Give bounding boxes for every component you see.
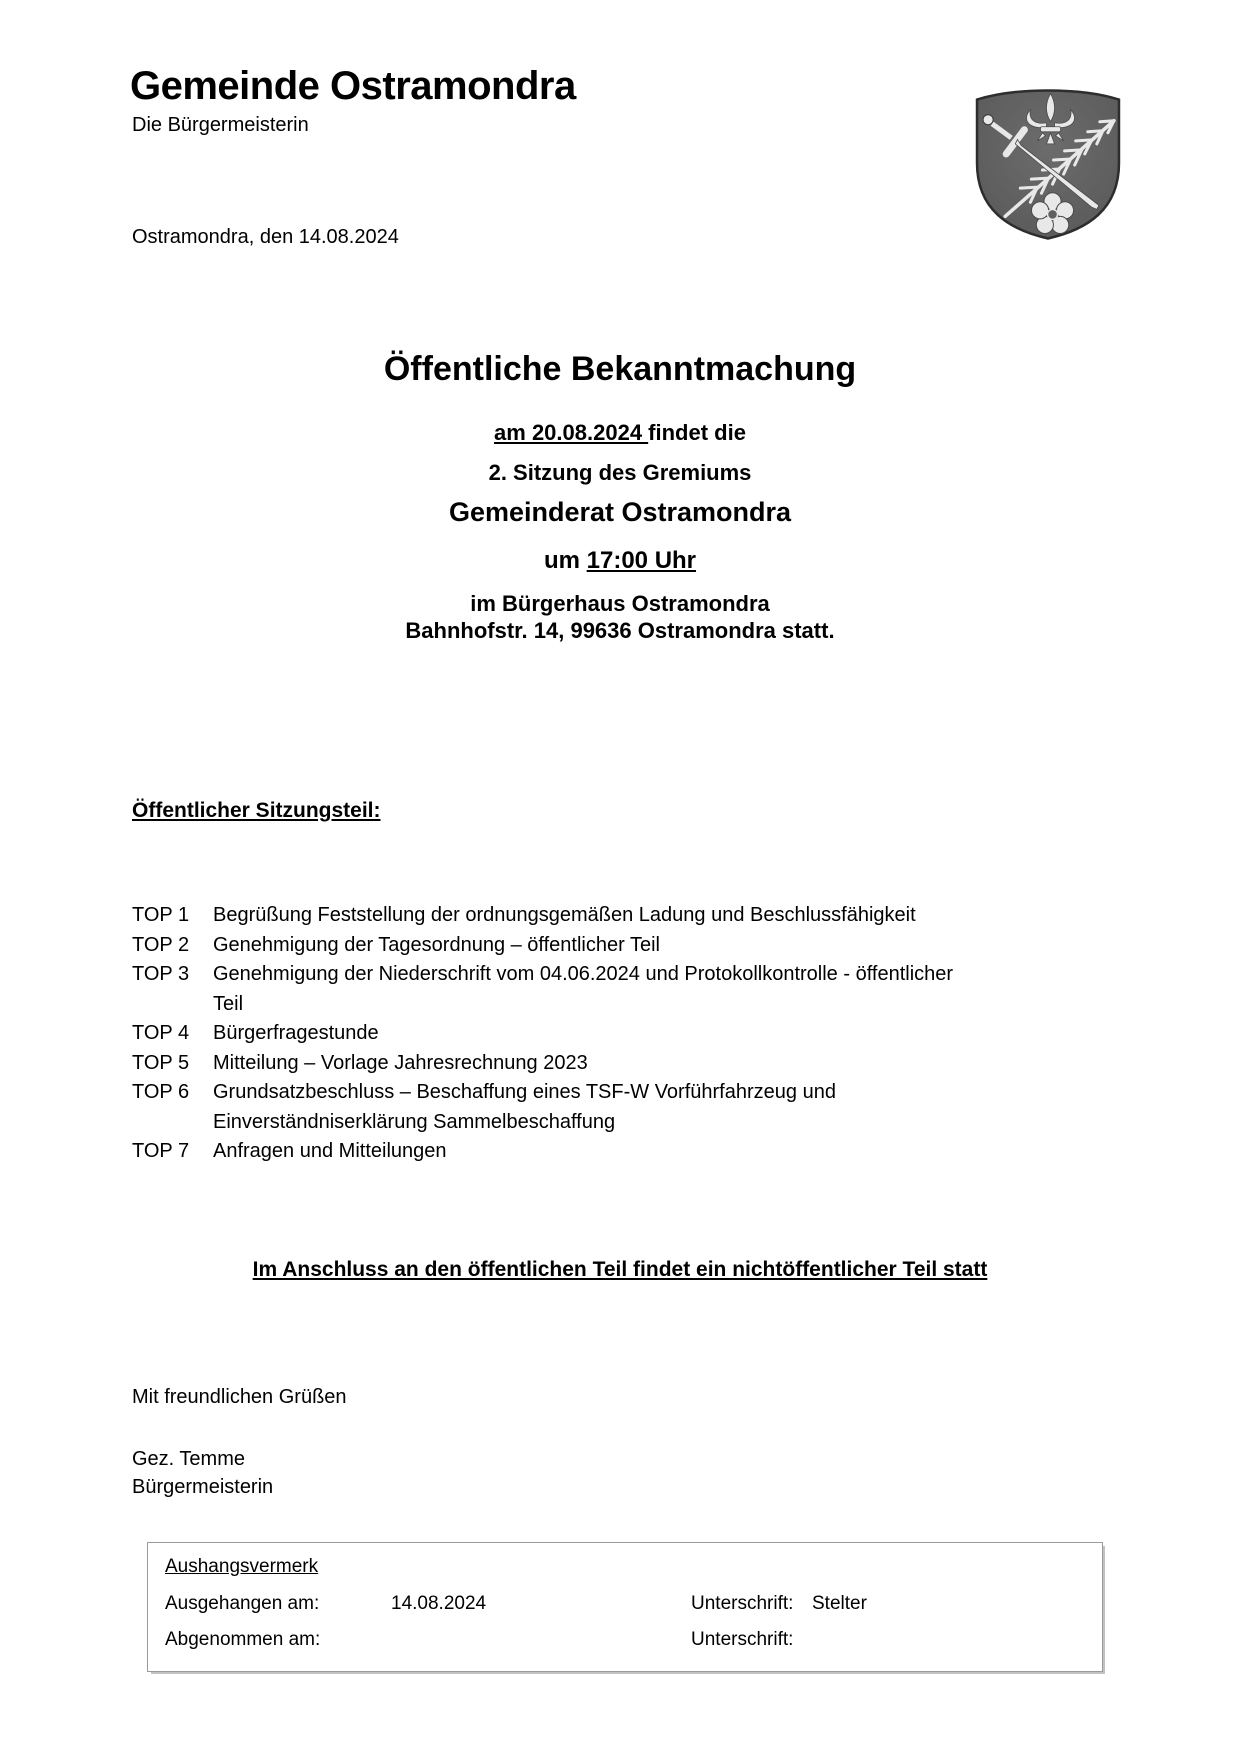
agenda-label: TOP 4: [132, 1022, 190, 1044]
agenda-text: Anfragen und Mitteilungen: [213, 1140, 447, 1162]
dateline: Ostramondra, den 14.08.2024: [132, 226, 399, 248]
meeting-date-rest: findet die: [648, 420, 746, 445]
closing-note: Im Anschluss an den öffentlichen Teil findet ein nichtöffentlicher Teil statt: [252, 1258, 988, 1281]
posting-row: [165, 1593, 1085, 1615]
signature-value: Stelter: [812, 1593, 867, 1614]
agenda-row: [132, 1078, 1082, 1137]
removed-on-value: [391, 1629, 691, 1651]
agenda-row: [132, 960, 1082, 1019]
signature-role: Bürgermeisterin: [132, 1476, 274, 1498]
meeting-time: 17:00 Uhr: [586, 547, 697, 574]
agenda-text: Bürgerfragestunde: [213, 1022, 379, 1044]
section-heading: Öffentlicher Sitzungsteil:: [132, 799, 381, 822]
meeting-time-line: [133, 547, 1107, 575]
agenda-text: Genehmigung der Tagesordnung – öffentlicher Teil: [213, 933, 660, 956]
signature-label: Unterschrift:: [691, 1629, 794, 1650]
posted-on-label: Ausgehangen am:: [165, 1593, 320, 1614]
agenda-text: Genehmigung der Niederschrift vom 04.06.2024 und Protokollkontrolle - öffentlicher Teil: [213, 963, 954, 1015]
posting-box-heading: Aushangsvermerk: [165, 1556, 319, 1577]
agenda-label: TOP 1: [132, 904, 190, 926]
agenda-row: [132, 931, 1082, 961]
agenda-row: [132, 901, 1082, 931]
greeting: Mit freundlichen Grüßen: [132, 1386, 347, 1408]
agenda-list: [132, 901, 1082, 1167]
mayor-subtitle: Die Bürgermeisterin: [132, 114, 309, 136]
agenda-text: Begrüßung Feststellung der ordnungsgemäßen Ladung und Beschlussfähigkeit: [213, 904, 916, 926]
signature-label: Unterschrift:: [691, 1593, 794, 1614]
agenda-label: TOP 3: [132, 963, 190, 985]
removed-on-label: Abgenommen am:: [165, 1629, 321, 1650]
agenda-text: Grundsatzbeschluss – Beschaffung eines TSF-W Vorführfahrzeug und Einverständniserklärung Sammelbeschaffung: [213, 1081, 836, 1133]
venue-line-2: Bahnhofstr. 14, 99636 Ostramondra statt.: [405, 618, 835, 643]
meeting-date: am 20.08.2024: [494, 420, 649, 445]
posted-on-value: 14.08.2024: [391, 1593, 487, 1614]
committee-name: Gemeinderat Ostramondra: [448, 497, 792, 527]
meeting-date-line: [133, 420, 1107, 446]
agenda-label: TOP 6: [132, 1081, 190, 1103]
posting-box: [147, 1542, 1103, 1672]
agenda-row: [132, 1137, 1082, 1167]
signature-name: Gez. Temme: [132, 1448, 245, 1470]
agenda-label: TOP 7: [132, 1140, 190, 1162]
agenda-label: TOP 5: [132, 1051, 190, 1074]
municipality-title: Gemeinde Ostramondra: [130, 64, 576, 108]
signature-value: [812, 1629, 1085, 1651]
agenda-row: [132, 1019, 1082, 1049]
meeting-number-line: 2. Sitzung des Gremiums: [488, 460, 752, 485]
coat-of-arms-icon: [973, 80, 1123, 244]
agenda-label: TOP 2: [132, 933, 190, 956]
agenda-text: Mitteilung – Vorlage Jahresrechnung 2023: [213, 1051, 588, 1074]
announcement-title: Öffentliche Bekanntmachung: [383, 350, 857, 388]
time-prefix: um: [543, 547, 587, 574]
agenda-row: [132, 1049, 1082, 1079]
venue-line-1: im Bürgerhaus Ostramondra: [470, 591, 770, 616]
posting-row: [165, 1629, 1085, 1651]
